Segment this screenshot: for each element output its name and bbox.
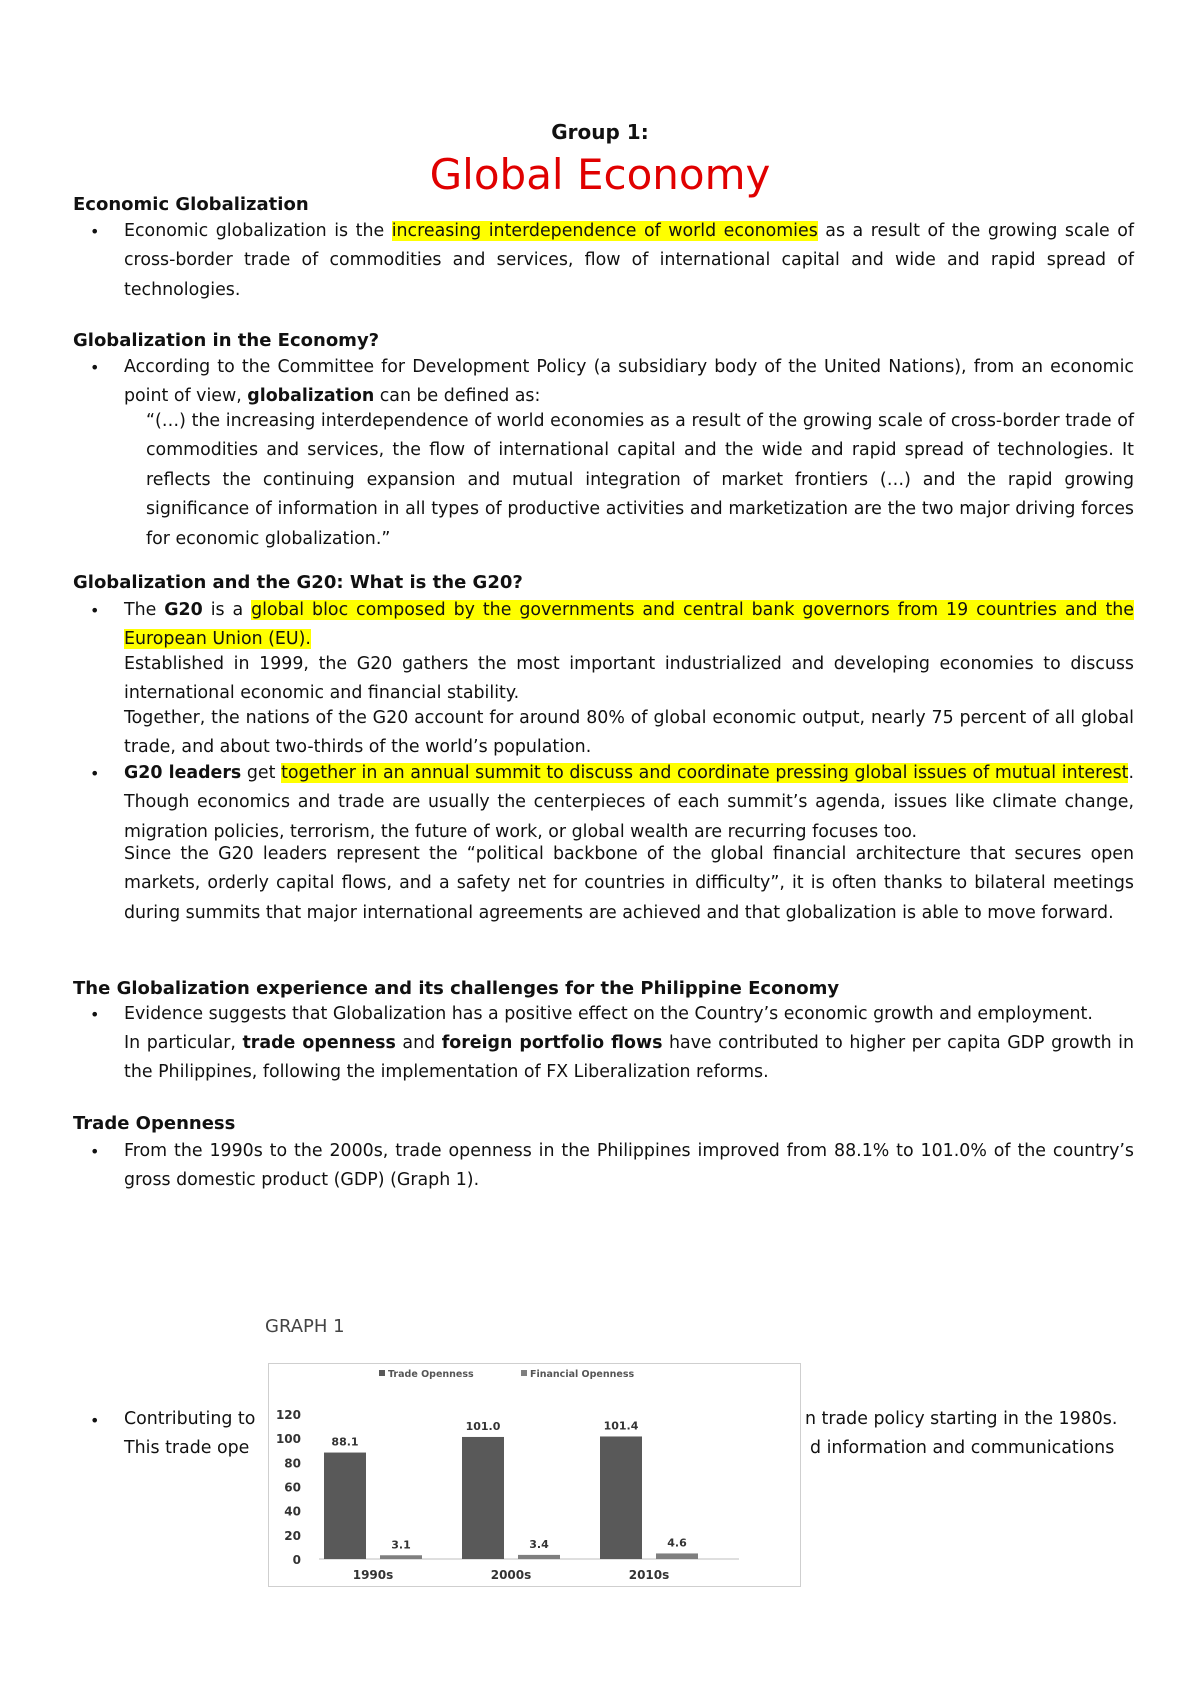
paragraph-fragment-left: Contributing to bbox=[124, 1409, 256, 1429]
bar-chart bbox=[269, 1364, 800, 1586]
heading-globalization-in-economy: Globalization in the Economy? bbox=[73, 330, 380, 351]
heading-trade-openness: Trade Openness bbox=[73, 1113, 236, 1134]
text: The bbox=[124, 600, 165, 620]
paragraph-g20-backbone: Since the G20 leaders represent the “political backbone of the global financial architecture that secures open markets, orderly capital flows, and a safety net for countries in difficulty”, it is often thanks to bilateral meetings during summits that major international agreements are achieved and that globalization is able to move forward. bbox=[124, 844, 1134, 923]
bar-financial-openness bbox=[380, 1555, 422, 1559]
quote-definition: “(…) the increasing interdependence of world economies as a result of the growing scale of cross-border trade of commodities and services, the flow of international capital and the wide and rapid spread of technologies. It reflects the continuing expansion and mutual integration of market frontiers (…) and the rapid growing significance of information in all types of productive activities and marketization are the two major driving forces for economic globalization.” bbox=[146, 411, 1134, 549]
paragraph-fragment-right: n trade policy starting in the 1980s. bbox=[805, 1409, 1118, 1429]
bar-trade-openness bbox=[324, 1453, 366, 1559]
y-tick-label: 40 bbox=[284, 1504, 301, 1519]
data-label: 88.1 bbox=[331, 1435, 359, 1449]
bold-term: G20 bbox=[164, 600, 203, 620]
highlight: together in an annual summit to discuss and coordinate pressing global issues of mutual interest bbox=[281, 763, 1129, 783]
text: In particular, bbox=[124, 1033, 243, 1053]
bold-term: trade openness bbox=[242, 1033, 396, 1053]
data-label: 3.4 bbox=[529, 1537, 549, 1551]
text: can be defined as: bbox=[374, 386, 541, 407]
legend-swatch bbox=[379, 1370, 385, 1376]
text: Economic globalization is the bbox=[124, 221, 392, 241]
bar-financial-openness bbox=[518, 1555, 560, 1559]
heading-g20: Globalization and the G20: What is the G20? bbox=[73, 572, 523, 593]
text: have contributed to higher per capita GDP growth in the Philippines, following the implementation of FX Liberalization reforms. bbox=[124, 1033, 1134, 1083]
y-tick-label: 20 bbox=[284, 1528, 301, 1543]
legend-label: Financial Openness bbox=[530, 1369, 635, 1380]
graph-1-chart bbox=[268, 1363, 801, 1587]
y-tick-label: 120 bbox=[275, 1408, 301, 1422]
highlight: global bloc composed by the governments and central bank governors from 19 countries and the European Union (EU). bbox=[124, 600, 1134, 650]
x-category-label: 2000s bbox=[490, 1568, 532, 1582]
text: is a bbox=[202, 600, 252, 620]
highlight: increasing interdependence of world economies bbox=[391, 221, 818, 241]
bullet: • bbox=[90, 1142, 100, 1161]
heading-economic-globalization: Economic Globalization bbox=[73, 194, 309, 215]
bar-financial-openness bbox=[656, 1553, 698, 1559]
paragraph-cdp-definition bbox=[124, 353, 1134, 412]
legend-swatch bbox=[521, 1370, 527, 1376]
paragraph-g20-share: Together, the nations of the G20 account for around 80% of global economic output, nearly 75 percent of all global trade, and about two-thirds of the world’s population. bbox=[124, 708, 1134, 758]
page-title: Global Economy bbox=[429, 150, 771, 199]
bold-term: globalization bbox=[247, 386, 375, 407]
bar-trade-openness bbox=[600, 1436, 642, 1559]
graph-title: GRAPH 1 bbox=[265, 1316, 345, 1337]
bold-term: foreign portfolio flows bbox=[441, 1033, 663, 1053]
paragraph-trade-openness-improved: From the 1990s to the 2000s, trade openness in the Philippines improved from 88.1% to 101.0% of the country’s gross domestic product (GDP) (Graph 1). bbox=[124, 1141, 1134, 1191]
bullet: • bbox=[90, 1005, 100, 1024]
paragraph-g20-leaders bbox=[124, 759, 1134, 847]
bar-trade-openness bbox=[462, 1437, 504, 1559]
data-label: 101.4 bbox=[603, 1419, 639, 1433]
bullet: • bbox=[90, 222, 100, 241]
heading-philippine-economy: The Globalization experience and its challenges for the Philippine Economy bbox=[73, 978, 840, 999]
text: According to the Committee for Development Policy (a subsidiary body of the United Nations), from an economic point of view, bbox=[124, 357, 1134, 407]
text: get bbox=[241, 763, 282, 783]
bold-term: G20 leaders bbox=[124, 763, 242, 783]
bullet: • bbox=[90, 1411, 100, 1430]
text: as a result of the growing scale of cross-border trade of commodities and services, flow of international capital and wide and rapid spread of technologies. bbox=[124, 221, 1134, 300]
y-tick-label: 100 bbox=[275, 1432, 301, 1447]
paragraph-fragment-right: d information and communications bbox=[810, 1438, 1115, 1458]
y-tick-label: 60 bbox=[284, 1480, 301, 1495]
paragraph-g20-established: Established in 1999, the G20 gathers the most important industrialized and developing economies to discuss international economic and financial stability. bbox=[124, 654, 1134, 704]
bullet: • bbox=[90, 358, 100, 377]
data-label: 4.6 bbox=[667, 1536, 687, 1550]
paragraph-g20-definition bbox=[124, 596, 1134, 655]
bullet: • bbox=[90, 764, 100, 783]
y-tick-label: 0 bbox=[292, 1553, 301, 1567]
paragraph-fragment-left: This trade ope bbox=[124, 1438, 250, 1458]
y-tick-label: 80 bbox=[284, 1456, 301, 1471]
x-category-label: 1990s bbox=[352, 1568, 394, 1582]
paragraph-evidence: Evidence suggests that Globalization has a positive effect on the Country’s economic growth and employment. bbox=[124, 1004, 1093, 1024]
paragraph-economic-globalization bbox=[124, 217, 1134, 305]
x-category-label: 2010s bbox=[628, 1568, 670, 1582]
legend-label: Trade Openness bbox=[388, 1369, 474, 1380]
data-label: 101.0 bbox=[465, 1419, 501, 1433]
text: and bbox=[395, 1033, 442, 1053]
data-label: 3.1 bbox=[391, 1538, 411, 1552]
bullet: • bbox=[90, 601, 100, 620]
group-label: Group 1: bbox=[551, 120, 649, 144]
text: . Though economics and trade are usually the centerpieces of each summit’s agenda, issues like climate change, migration policies, terrorism, the future of work, or global wealth are recurring focuses too. bbox=[124, 763, 1134, 842]
paragraph-trade-openness-flows bbox=[124, 1029, 1134, 1088]
